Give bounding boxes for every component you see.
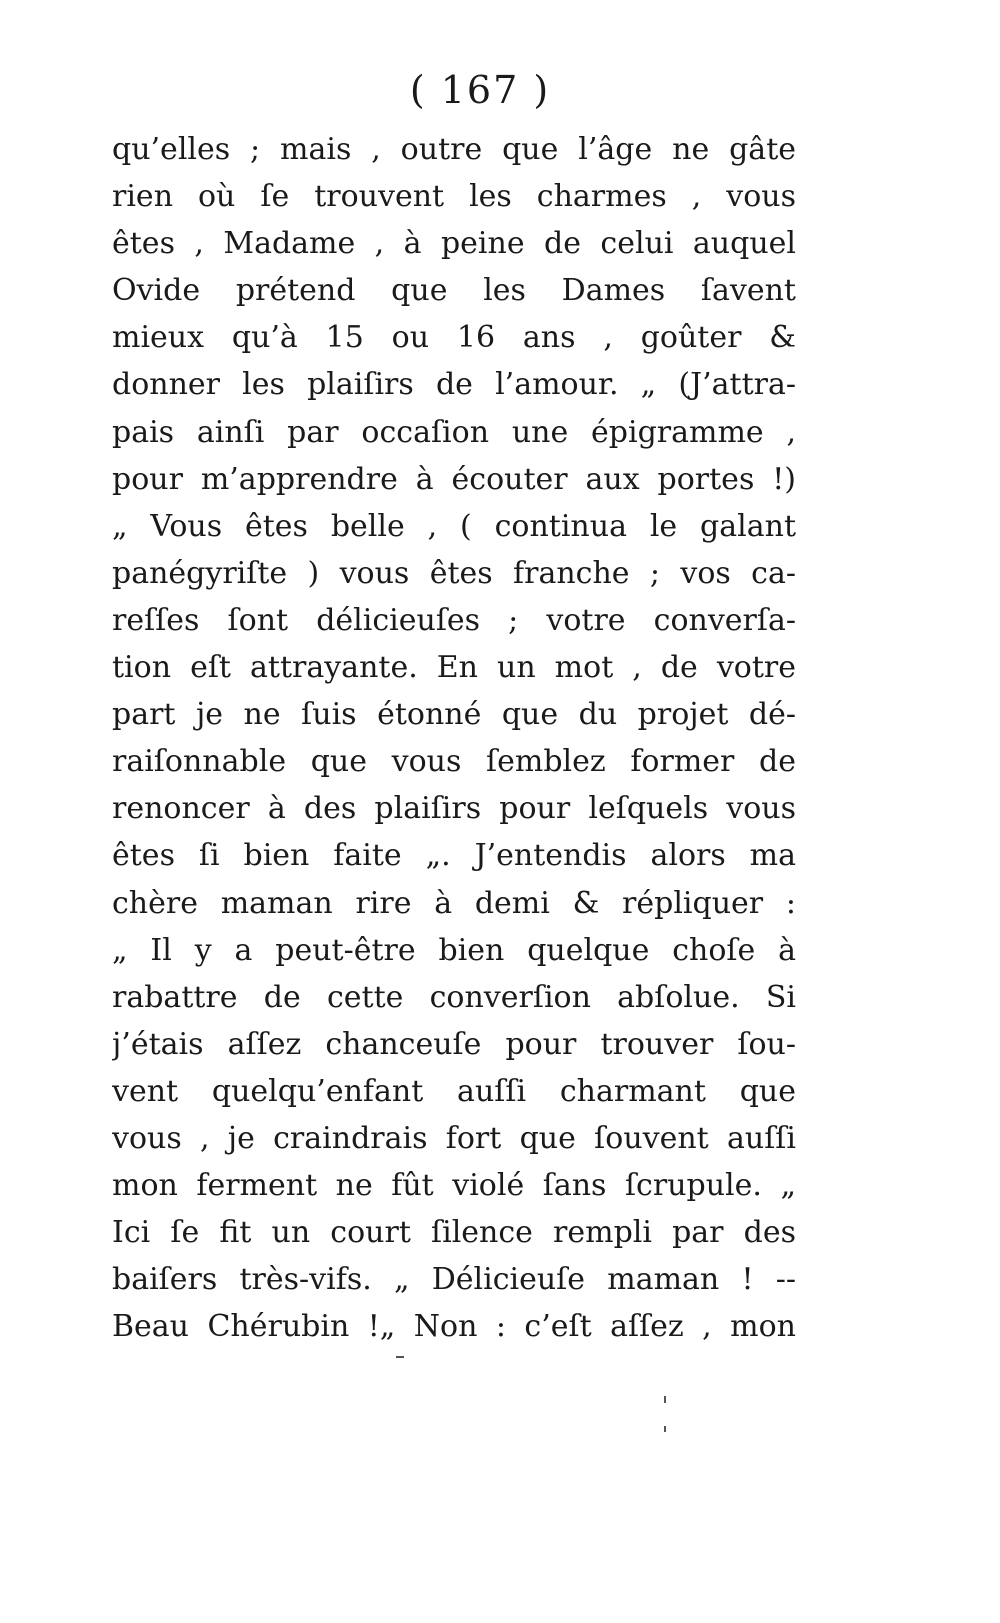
text-line: reſſes ſont délicieuſes ; votre converſa- [112, 602, 796, 638]
text-line: tion eſt attrayante. En un mot , de votre [112, 650, 796, 686]
text-line: Ovide prétend que les Dames ſavent [112, 273, 796, 309]
text-line: renoncer à des plaiſirs pour leſquels vous [112, 791, 796, 827]
text-line: êtes , Madame , à peine de celui auquel [112, 226, 796, 262]
print-speck [396, 1356, 404, 1358]
text-line: vous , je craindrais fort que ſouvent auſſi [112, 1120, 796, 1156]
text-line: êtes ſi bien faite „. J’entendis alors ma [112, 838, 796, 874]
text-line: rabattre de cette converſion abſolue. Si [112, 979, 796, 1015]
text-line: raiſonnable que vous ſemblez former de [112, 744, 796, 780]
text-line: mon ferment ne fût violé ſans ſcrupule. „ [112, 1168, 796, 1204]
text-line: chère maman rire à demi & répliquer : [112, 885, 796, 921]
print-speck [664, 1396, 666, 1403]
text-line: j’étais aſſez chanceuſe pour trouver ſou- [112, 1026, 796, 1062]
text-line: part je ne ſuis étonné que du projet dé- [112, 697, 796, 733]
text-line: „ Vous êtes belle , ( continua le galant [112, 508, 796, 544]
print-speck [664, 1426, 666, 1432]
text-line: panégyriſte ) vous êtes franche ; vos ca- [112, 555, 796, 591]
page-number: ( 167 ) [409, 68, 551, 112]
text-line: mieux qu’à 15 ou 16 ans , goûter & [112, 320, 796, 356]
text-line: pour m’apprendre à écouter aux portes !) [112, 461, 796, 497]
body-text [112, 126, 796, 1350]
text-line: rien où ſe trouvent les charmes , vous [112, 179, 796, 215]
text-line: „ Il y a peut-être bien quelque choſe à [112, 932, 796, 968]
text-line: Ici ſe fit un court ſilence rempli par des [112, 1215, 796, 1251]
text-line: qu’elles ; mais , outre que l’âge ne gâte [112, 132, 796, 167]
text-line: baiſers très-vifs. „ Délicieuſe maman ! -- [112, 1262, 796, 1298]
text-line: donner les plaiſirs de l’amour. „ (J’attra- [112, 367, 796, 403]
text-line: vent quelqu’enfant auſſi charmant que [112, 1073, 796, 1109]
text-line: Beau Chérubin !„ Non : c’eſt aſſez , mon [112, 1309, 796, 1345]
text-line: pais ainſi par occaſion une épigramme , [112, 414, 796, 450]
